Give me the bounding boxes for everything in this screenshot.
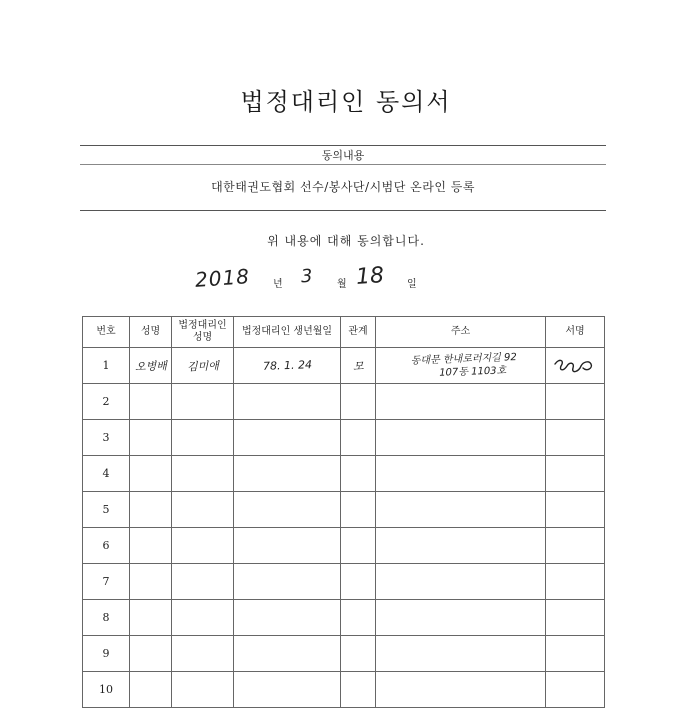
row-guardian-birth bbox=[234, 348, 341, 384]
consent-header: 동의내용 bbox=[80, 149, 606, 165]
header-address: 주소 bbox=[376, 317, 546, 348]
signature-icon bbox=[546, 348, 605, 384]
header-guardian-birth: 법정대리인 생년월일 bbox=[234, 317, 341, 348]
row-relation-text: 모 bbox=[352, 359, 364, 373]
row-address-line1: 동대문 한내로러지길 92 bbox=[411, 351, 518, 367]
row-address-line2: 107동 1103호 bbox=[439, 364, 507, 379]
row-no: 4 bbox=[83, 456, 130, 492]
date-year: 2018 bbox=[194, 264, 251, 292]
table-row bbox=[83, 492, 605, 528]
row-no: 5 bbox=[83, 492, 130, 528]
header-guardian-name: 법정대리인 성명 bbox=[172, 317, 234, 348]
row-name bbox=[130, 348, 172, 384]
table-row bbox=[83, 528, 605, 564]
row-no: 10 bbox=[83, 672, 130, 708]
row-relation bbox=[341, 348, 376, 384]
date-day-unit: 일 bbox=[407, 279, 417, 290]
table-header-row bbox=[83, 317, 605, 348]
consent-section bbox=[80, 145, 606, 211]
row-no: 9 bbox=[83, 636, 130, 672]
row-no: 7 bbox=[83, 564, 130, 600]
row-guardian-name bbox=[172, 348, 234, 384]
date-day: 18 bbox=[355, 263, 385, 290]
header-signature: 서명 bbox=[546, 317, 605, 348]
table-row bbox=[83, 672, 605, 708]
table-row bbox=[83, 348, 605, 384]
row-guardian-name-text: 김미애 bbox=[186, 358, 219, 374]
table-row bbox=[83, 636, 605, 672]
header-name: 성명 bbox=[130, 317, 172, 348]
row-address bbox=[376, 348, 546, 384]
row-no: 8 bbox=[83, 600, 130, 636]
header-relation: 관계 bbox=[341, 317, 376, 348]
row-no: 6 bbox=[83, 528, 130, 564]
row-no: 3 bbox=[83, 420, 130, 456]
table-row bbox=[83, 384, 605, 420]
row-no: 2 bbox=[83, 384, 130, 420]
table-row bbox=[83, 600, 605, 636]
row-no: 1 bbox=[83, 348, 130, 384]
document-title: 법정대리인 동의서 bbox=[240, 88, 452, 116]
date-month-unit: 월 bbox=[337, 279, 347, 290]
row-guardian-birth-text: 78. 1. 24 bbox=[262, 358, 312, 373]
consent-body: 대한태권도협회 선수/봉사단/시범단 온라인 등록 bbox=[211, 180, 475, 194]
header-no: 번호 bbox=[83, 317, 130, 348]
table-row bbox=[83, 564, 605, 600]
table-row bbox=[83, 420, 605, 456]
row-name-text: 오병배 bbox=[134, 358, 167, 374]
guardian-table bbox=[82, 316, 605, 708]
table-row bbox=[83, 456, 605, 492]
date-year-unit: 년 bbox=[273, 279, 283, 290]
date-month: 3 bbox=[300, 265, 314, 288]
consent-statement: 위 내용에 대해 동의합니다. bbox=[267, 234, 425, 248]
date-line bbox=[195, 260, 455, 300]
